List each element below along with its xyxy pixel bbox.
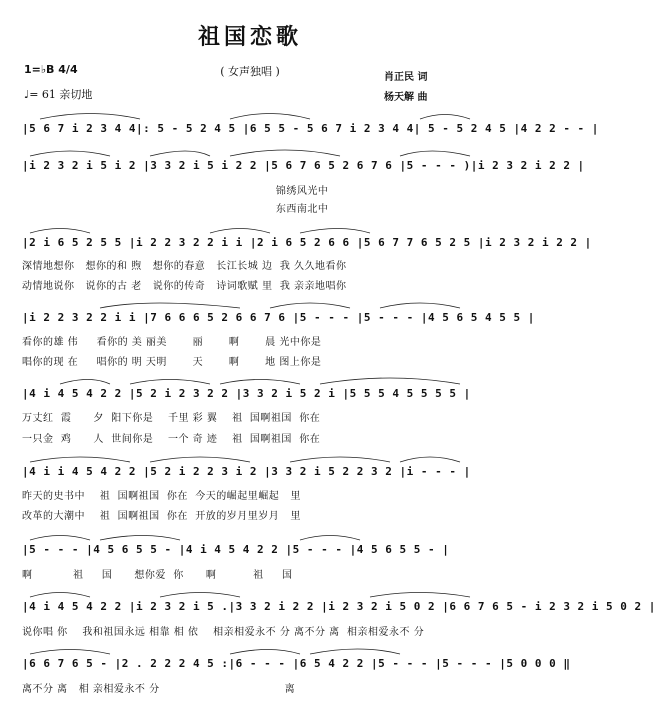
notation-row: |i 2 3 2 i 5 i 2 |3 3 2 i 5 i 2 2 |5 6 7 6 5 2 6 7 6 |5 - - - )|i 2 3 2 i 2 2 | <box>22 159 585 172</box>
key-signature: 1=♭B 4/4 <box>24 63 78 76</box>
lyric-line: 东西南北中 <box>22 204 329 215</box>
lyricist-credit: 肖正民 词 <box>384 72 428 83</box>
notation-row: |5 - - - |4 5 6 5 5 - |4 i 4 5 4 2 2 |5 - - - |4 5 6 5 5 - | <box>22 543 450 556</box>
lyric-line: 动情地说你 说你的古 老 说你的传奇 诗词歌赋 里 我 亲亲地唱你 <box>22 281 347 292</box>
lyric-line: 说你唱 你 我和祖国永远 相靠 相 依 相亲相爱永不 分 离不分 离 相亲相爱永不 分 <box>22 627 425 638</box>
notation-row: |4 i 4 5 4 2 2 |i 2 3 2 i 5 .|3 3 2 i 2 2 |i 2 3 2 i 5 0 2 |6 6 7 6 5 - i 2 3 2 i 5 0 2 | <box>22 600 656 613</box>
song-title: 祖国恋歌 <box>197 25 302 50</box>
notation-row: |5 6 7 i 2 3 4 4|: 5 - 5 2 4 5 |6 5 5 - 5 6 7 i 2 3 4 4| 5 - 5 2 4 5 |4 2 2 - - | <box>22 122 599 135</box>
lyric-line: 看你的雄 伟 看你的 美 丽美 丽 啊 晨 光中你是 <box>22 337 322 348</box>
lyric-line: 离不分 离 相 亲相爱永不 分 离 <box>22 684 296 695</box>
lyric-line: 锦绣风光中 <box>22 186 329 197</box>
tempo-marking: ♩= 61 亲切地 <box>24 88 93 101</box>
notation-row: |2 i 6 5 2 5 5 |i 2 2 3 2 2 i i |2 i 6 5 2 6 6 |5 6 7 7 6 5 2 5 |i 2 3 2 i 2 2 | <box>22 236 592 249</box>
song-subtitle: ( 女声独唱 ) <box>220 65 280 78</box>
lyric-line: 深情地想你 想你的和 煦 想你的春意 长江长城 边 我 久久地看你 <box>22 261 347 272</box>
lyric-line: 万丈红 霞 夕 阳下你是 千里 彩 翼 祖 国啊祖国 你在 <box>22 413 321 424</box>
notation-row: |4 i i 4 5 4 2 2 |5 2 i 2 2 3 i 2 |3 3 2 i 5 2 2 3 2 |i - - - | <box>22 465 471 478</box>
composer-credit: 杨天解 曲 <box>384 92 428 103</box>
lyric-line: 改革的大潮中 祖 国啊祖国 你在 开放的岁月里岁月 里 <box>22 511 301 522</box>
lyric-line: 昨天的史书中 祖 国啊祖国 你在 今天的崛起里崛起 里 <box>22 491 301 502</box>
notation-row: |i 2 2 3 2 2 i i |7 6 6 6 5 2 6 6 7 6 |5 - - - |5 - - - |4 5 6 5 4 5 5 | <box>22 311 535 324</box>
lyric-line: 一只金 鸡 人 世间你是 一个 奇 迹 祖 国啊祖国 你在 <box>22 434 321 445</box>
lyric-line: 啊 祖 国 想你爱 你 啊 祖 国 <box>22 570 293 581</box>
notation-row: |4 i 4 5 4 2 2 |5 2 i 2 3 2 2 |3 3 2 i 5 2 i |5 5 5 4 5 5 5 5 | <box>22 387 471 400</box>
lyric-line: 唱你的现 在 唱你的 明 天明 天 啊 地 图上你是 <box>22 357 322 368</box>
notation-row: |6 6 7 6 5 - |2 . 2 2 2 4 5 :|6 - - - |6 5 4 2 2 |5 - - - |5 - - - |5 0 0 0 ‖ <box>22 657 571 670</box>
